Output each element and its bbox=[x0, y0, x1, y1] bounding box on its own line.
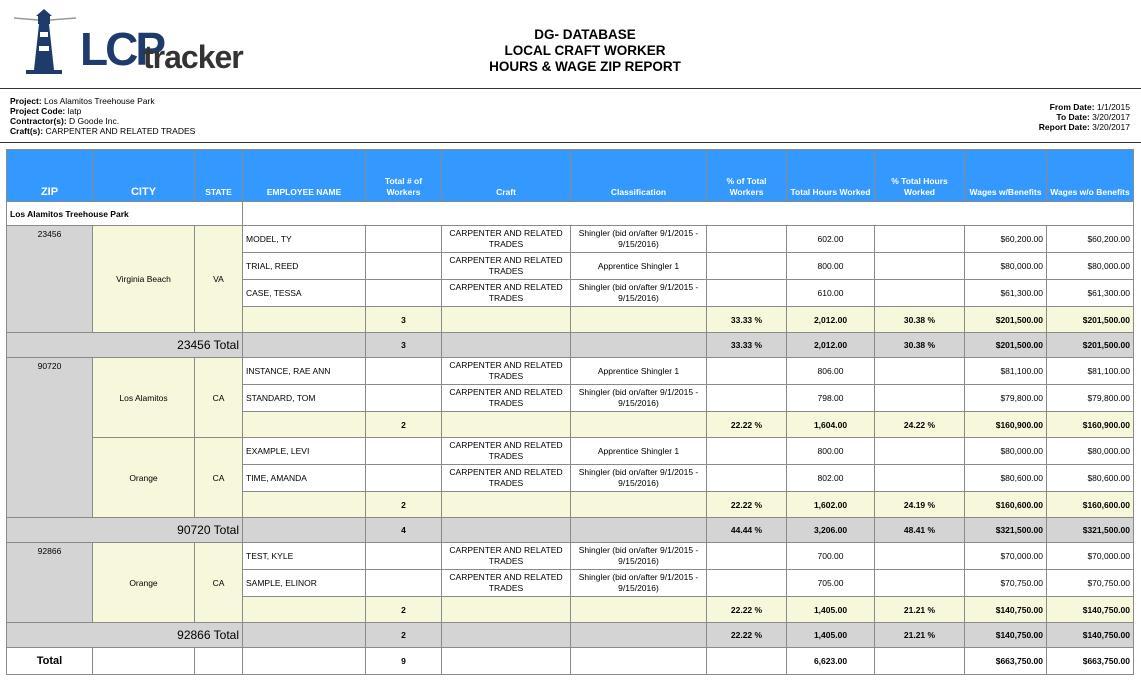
hours-cell: 705.00 bbox=[787, 570, 875, 597]
code-label: Project Code: bbox=[10, 106, 66, 116]
table-row bbox=[7, 358, 1134, 385]
total-workers: 4 bbox=[366, 518, 442, 543]
wages-no-benefits-cell: $79,800.00 bbox=[1047, 385, 1134, 412]
hours-cell: 806.00 bbox=[787, 358, 875, 385]
wages-no-benefits-cell: $80,000.00 bbox=[1047, 253, 1134, 280]
logo-tracker-text: tracker bbox=[143, 39, 243, 75]
project-row bbox=[7, 202, 1134, 226]
total-wages-benefits: $321,500.00 bbox=[965, 518, 1047, 543]
to-date-label: To Date: bbox=[1056, 112, 1090, 122]
total-pct-hours: 21.21 % bbox=[875, 623, 965, 648]
project-info bbox=[10, 96, 195, 136]
subtotal-hours: 1,604.00 bbox=[787, 412, 875, 438]
classification-cell: Apprentice Shingler 1 bbox=[571, 438, 707, 465]
craft-cell: CARPENTER AND RELATED TRADES bbox=[442, 385, 571, 412]
craft-label: Craft(s): bbox=[10, 126, 44, 136]
logo-lcp-text: LCP bbox=[80, 23, 163, 75]
table-row bbox=[7, 438, 1134, 465]
total-wages-no-benefits: $321,500.00 bbox=[1047, 518, 1134, 543]
wages-benefits-cell: $81,100.00 bbox=[965, 358, 1047, 385]
subtotal-pct-workers: 22.22 % bbox=[707, 492, 787, 518]
hours-cell: 800.00 bbox=[787, 253, 875, 280]
craft-cell: CARPENTER AND RELATED TRADES bbox=[442, 465, 571, 492]
header-row bbox=[7, 150, 1134, 202]
wages-no-benefits-cell: $60,200.00 bbox=[1047, 226, 1134, 253]
subtotal-hours: 1,405.00 bbox=[787, 597, 875, 623]
employee-name: CASE, TESSA bbox=[243, 280, 366, 307]
date-info bbox=[1039, 102, 1130, 132]
wages-no-benefits-cell: $80,600.00 bbox=[1047, 465, 1134, 492]
classification-cell: Shingler (bid on/after 9/1/2015 - 9/15/2016) bbox=[571, 465, 707, 492]
craft-cell: CARPENTER AND RELATED TRADES bbox=[442, 570, 571, 597]
grand-total-hours: 6,623.00 bbox=[787, 648, 875, 675]
subtotal-pct-hours: 30.38 % bbox=[875, 307, 965, 333]
hours-cell: 798.00 bbox=[787, 385, 875, 412]
report-title bbox=[380, 27, 790, 75]
total-pct-hours: 48.41 % bbox=[875, 518, 965, 543]
report-title-line3: HOURS & WAGE ZIP REPORT bbox=[489, 59, 681, 74]
total-pct-workers: 33.33 % bbox=[707, 333, 787, 358]
employee-name: TRIAL, REED bbox=[243, 253, 366, 280]
subtotal-wages-benefits: $140,750.00 bbox=[965, 597, 1047, 623]
wages-benefits-cell: $70,000.00 bbox=[965, 543, 1047, 570]
employee-name: EXAMPLE, LEVI bbox=[243, 438, 366, 465]
zip-cell: 90720 bbox=[7, 358, 93, 518]
total-wages-no-benefits: $201,500.00 bbox=[1047, 333, 1134, 358]
zip-cell: 23456 bbox=[7, 226, 93, 333]
wages-benefits-cell: $80,000.00 bbox=[965, 253, 1047, 280]
classification-cell: Shingler (bid on/after 9/1/2015 - 9/15/2016) bbox=[571, 385, 707, 412]
col-zip: ZIP bbox=[7, 150, 93, 202]
col-employee: EMPLOYEE NAME bbox=[243, 150, 366, 202]
subtotal-workers: 2 bbox=[366, 597, 442, 623]
zip-cell: 92866 bbox=[7, 543, 93, 623]
col-wages-benefits: Wages w/Benefits bbox=[965, 150, 1047, 202]
city-cell: Orange bbox=[93, 438, 195, 518]
zip-total-row bbox=[7, 333, 1134, 358]
grand-total-wages-no-benefits: $663,750.00 bbox=[1047, 648, 1134, 675]
state-cell: VA bbox=[195, 226, 243, 333]
craft-cell: CARPENTER AND RELATED TRADES bbox=[442, 226, 571, 253]
lcptracker-logo bbox=[8, 8, 243, 76]
subtotal-pct-hours: 24.22 % bbox=[875, 412, 965, 438]
subtotal-pct-workers: 22.22 % bbox=[707, 597, 787, 623]
report-table bbox=[6, 149, 1134, 675]
code-value: latp bbox=[67, 106, 82, 116]
report-title-line1: DG- DATABASE bbox=[534, 27, 636, 42]
wages-no-benefits-cell: $61,300.00 bbox=[1047, 280, 1134, 307]
wages-benefits-cell: $79,800.00 bbox=[965, 385, 1047, 412]
hours-cell: 700.00 bbox=[787, 543, 875, 570]
employee-name: INSTANCE, RAE ANN bbox=[243, 358, 366, 385]
zip-total-label: 23456 Total bbox=[7, 333, 243, 358]
subtotal-workers: 2 bbox=[366, 412, 442, 438]
city-cell: Los Alamitos bbox=[93, 358, 195, 438]
grand-total-workers: 9 bbox=[366, 648, 442, 675]
hours-cell: 802.00 bbox=[787, 465, 875, 492]
project-label: Project: bbox=[10, 96, 42, 106]
subtotal-wages-no-benefits: $201,500.00 bbox=[1047, 307, 1134, 333]
grand-total-label: Total bbox=[7, 648, 93, 675]
col-state: STATE bbox=[195, 150, 243, 202]
wages-benefits-cell: $70,750.00 bbox=[965, 570, 1047, 597]
col-classification: Classification bbox=[571, 150, 707, 202]
wages-benefits-cell: $60,200.00 bbox=[965, 226, 1047, 253]
subtotal-wages-no-benefits: $160,600.00 bbox=[1047, 492, 1134, 518]
contractor-label: Contractor(s): bbox=[10, 116, 67, 126]
total-hours: 3,206.00 bbox=[787, 518, 875, 543]
city-cell: Orange bbox=[93, 543, 195, 623]
col-city: CITY bbox=[93, 150, 195, 202]
classification-cell: Shingler (bid on/after 9/1/2015 - 9/15/2016) bbox=[571, 570, 707, 597]
craft-cell: CARPENTER AND RELATED TRADES bbox=[442, 438, 571, 465]
zip-total-row bbox=[7, 623, 1134, 648]
subtotal-wages-no-benefits: $140,750.00 bbox=[1047, 597, 1134, 623]
employee-name: MODEL, TY bbox=[243, 226, 366, 253]
project-row-label: Los Alamitos Treehouse Park bbox=[7, 202, 243, 226]
report-date-label: Report Date: bbox=[1038, 122, 1090, 132]
hours-cell: 602.00 bbox=[787, 226, 875, 253]
hours-cell: 610.00 bbox=[787, 280, 875, 307]
zip-total-label: 90720 Total bbox=[7, 518, 243, 543]
zip-total-label: 92866 Total bbox=[7, 623, 243, 648]
city-cell: Virginia Beach bbox=[93, 226, 195, 333]
report-title-line2: LOCAL CRAFT WORKER bbox=[504, 43, 666, 58]
wages-benefits-cell: $80,600.00 bbox=[965, 465, 1047, 492]
employee-name: TEST, KYLE bbox=[243, 543, 366, 570]
total-workers: 2 bbox=[366, 623, 442, 648]
subtotal-pct-workers: 33.33 % bbox=[707, 307, 787, 333]
classification-cell: Shingler (bid on/after 9/1/2015 - 9/15/2016) bbox=[571, 543, 707, 570]
col-wages-no-benefits: Wages w/o Benefits bbox=[1047, 150, 1134, 202]
classification-cell: Apprentice Shingler 1 bbox=[571, 358, 707, 385]
hours-cell: 800.00 bbox=[787, 438, 875, 465]
classification-cell: Shingler (bid on/after 9/1/2015 - 9/15/2016) bbox=[571, 226, 707, 253]
craft-cell: CARPENTER AND RELATED TRADES bbox=[442, 253, 571, 280]
subtotal-workers: 2 bbox=[366, 492, 442, 518]
table-row bbox=[7, 543, 1134, 570]
contractor-value: D Goode Inc. bbox=[69, 116, 120, 126]
grand-total-wages-benefits: $663,750.00 bbox=[965, 648, 1047, 675]
craft-value: CARPENTER AND RELATED TRADES bbox=[45, 126, 196, 136]
state-cell: CA bbox=[195, 358, 243, 438]
col-hours: Total Hours Worked bbox=[787, 150, 875, 202]
header-divider bbox=[0, 88, 1141, 89]
total-hours: 1,405.00 bbox=[787, 623, 875, 648]
subtotal-wages-benefits: $160,900.00 bbox=[965, 412, 1047, 438]
meta-divider bbox=[0, 142, 1141, 143]
from-date-label: From Date: bbox=[1049, 102, 1095, 112]
subtotal-hours: 1,602.00 bbox=[787, 492, 875, 518]
grand-total-row bbox=[7, 648, 1134, 675]
wages-no-benefits-cell: $70,000.00 bbox=[1047, 543, 1134, 570]
col-pct-hours: % Total Hours Worked bbox=[875, 150, 965, 202]
from-date-value: 1/1/2015 bbox=[1096, 102, 1130, 112]
wages-no-benefits-cell: $70,750.00 bbox=[1047, 570, 1134, 597]
total-pct-workers: 22.22 % bbox=[707, 623, 787, 648]
craft-cell: CARPENTER AND RELATED TRADES bbox=[442, 280, 571, 307]
subtotal-wages-benefits: $160,600.00 bbox=[965, 492, 1047, 518]
employee-name: TIME, AMANDA bbox=[243, 465, 366, 492]
total-hours: 2,012.00 bbox=[787, 333, 875, 358]
subtotal-pct-hours: 24.19 % bbox=[875, 492, 965, 518]
to-date-value: 3/20/2017 bbox=[1092, 112, 1130, 122]
lighthouse-icon bbox=[12, 8, 82, 76]
wages-no-benefits-cell: $81,100.00 bbox=[1047, 358, 1134, 385]
col-pct-workers: % of Total Workers bbox=[707, 150, 787, 202]
wages-benefits-cell: $80,000.00 bbox=[965, 438, 1047, 465]
subtotal-workers: 3 bbox=[366, 307, 442, 333]
total-workers: 3 bbox=[366, 333, 442, 358]
subtotal-hours: 2,012.00 bbox=[787, 307, 875, 333]
total-wages-no-benefits: $140,750.00 bbox=[1047, 623, 1134, 648]
total-wages-benefits: $201,500.00 bbox=[965, 333, 1047, 358]
report-date-value: 3/20/2017 bbox=[1092, 122, 1130, 132]
wages-no-benefits-cell: $80,000.00 bbox=[1047, 438, 1134, 465]
total-pct-workers: 44.44 % bbox=[707, 518, 787, 543]
state-cell: CA bbox=[195, 543, 243, 623]
total-pct-hours: 30.38 % bbox=[875, 333, 965, 358]
employee-name: SAMPLE, ELINOR bbox=[243, 570, 366, 597]
employee-name: STANDARD, TOM bbox=[243, 385, 366, 412]
craft-cell: CARPENTER AND RELATED TRADES bbox=[442, 543, 571, 570]
zip-total-row bbox=[7, 518, 1134, 543]
subtotal-wages-no-benefits: $160,900.00 bbox=[1047, 412, 1134, 438]
subtotal-wages-benefits: $201,500.00 bbox=[965, 307, 1047, 333]
wages-benefits-cell: $61,300.00 bbox=[965, 280, 1047, 307]
classification-cell: Shingler (bid on/after 9/1/2015 - 9/15/2016) bbox=[571, 280, 707, 307]
state-cell: CA bbox=[195, 438, 243, 518]
col-workers: Total # of Workers bbox=[366, 150, 442, 202]
total-wages-benefits: $140,750.00 bbox=[965, 623, 1047, 648]
project-value: Los Alamitos Treehouse Park bbox=[44, 96, 155, 106]
classification-cell: Apprentice Shingler 1 bbox=[571, 253, 707, 280]
subtotal-pct-workers: 22.22 % bbox=[707, 412, 787, 438]
subtotal-pct-hours: 21.21 % bbox=[875, 597, 965, 623]
col-craft: Craft bbox=[442, 150, 571, 202]
craft-cell: CARPENTER AND RELATED TRADES bbox=[442, 358, 571, 385]
table-row bbox=[7, 226, 1134, 253]
